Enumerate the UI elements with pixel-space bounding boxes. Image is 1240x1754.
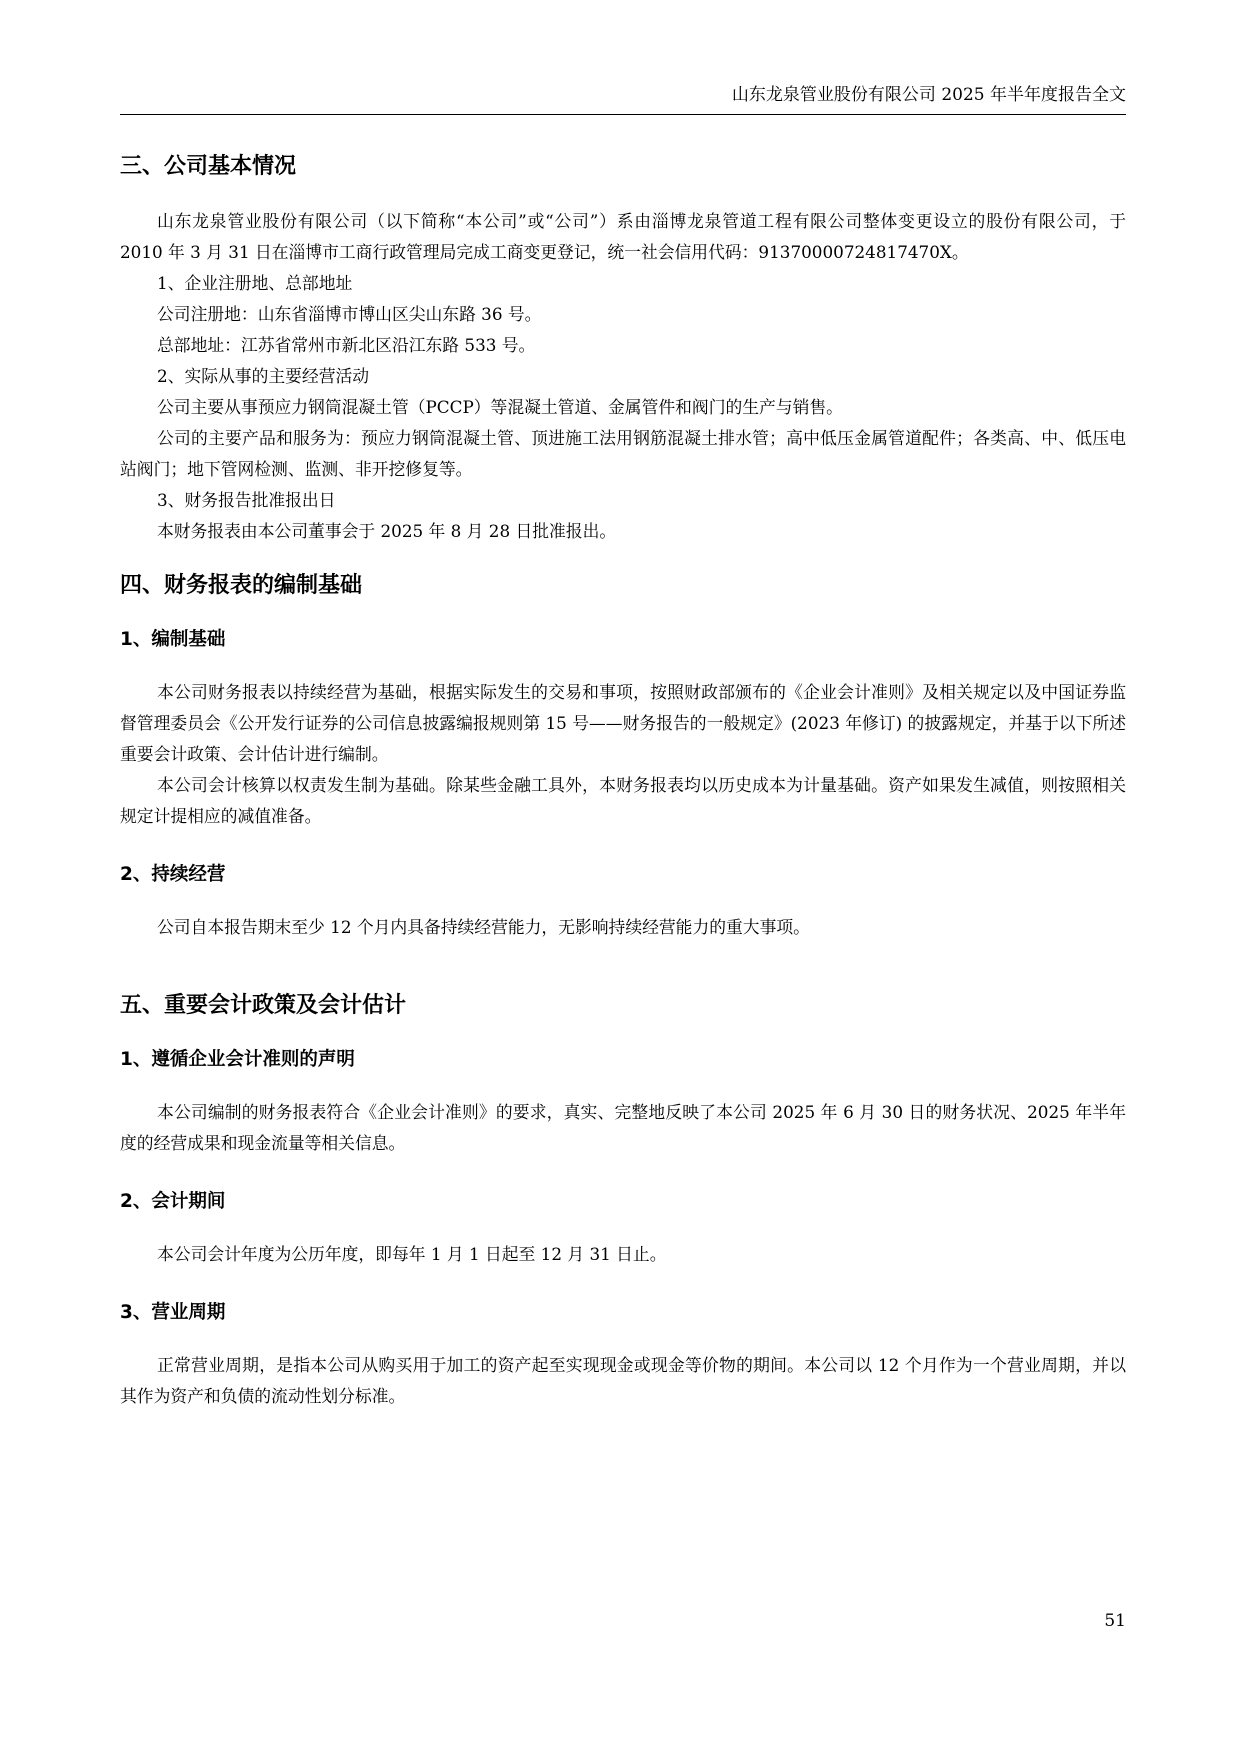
registered-address: 公司注册地：山东省淄博市博山区尖山东路 36 号。 — [157, 304, 542, 324]
page-number: 51 — [1104, 1611, 1126, 1631]
headquarters-address: 总部地址：江苏省常州市新北区沿江东路 533 号。 — [157, 335, 536, 355]
accounting-period-paragraph: 本公司会计年度为公历年度，即每年 1 月 1 日起至 12 月 31 日止。 — [157, 1244, 667, 1264]
item-business-title: 2、实际从事的主要经营活动 — [157, 366, 370, 386]
page-header: 山东龙泉管业股份有限公司 2025 年半年度报告全文 — [120, 84, 1126, 115]
products-services-paragraph: 公司的主要产品和服务为：预应力钢筒混凝土管、顶进施工法用钢筋混凝土排水管；高中低压金属管道配件；各类高、中、低压电站阀门；地下管网检测、监测、非开挖修复等。 — [120, 428, 1126, 479]
section-title-preparation-basis: 四、财务报表的编制基础 — [120, 573, 363, 598]
subsection-title-accounting-period: 2、会计期间 — [120, 1191, 226, 1212]
basis-paragraph-2: 本公司会计核算以权责发生制为基础。除某些金融工具外，本财务报表均以历史成本为计量基础。资产如果发生减值，则按照相关规定计提相应的减值准备。 — [120, 775, 1126, 826]
operating-cycle-paragraph: 正常营业周期，是指本公司从购买用于加工的资产起至实现现金或现金等价物的期间。本公司以 12 个月作为一个营业周期，并以其作为资产和负债的流动性划分标准。 — [120, 1355, 1126, 1406]
section-title-accounting-policies: 五、重要会计政策及会计估计 — [120, 993, 407, 1018]
going-concern-paragraph: 公司自本报告期末至少 12 个月内具备持续经营能力，无影响持续经营能力的重大事项。 — [157, 917, 810, 937]
compliance-paragraph: 本公司编制的财务报表符合《企业会计准则》的要求，真实、完整地反映了本公司 2025 年 6 月 30 日的财务状况、2025 年半年度的经营成果和现金流量等相关信息。 — [120, 1102, 1126, 1153]
item-registration-title: 1、企业注册地、总部地址 — [157, 273, 353, 293]
main-business-paragraph: 公司主要从事预应力钢筒混凝土管（PCCP）等混凝土管道、金属管件和阀门的生产与销售。 — [157, 397, 843, 417]
subsection-title-going-concern: 2、持续经营 — [120, 864, 226, 885]
company-intro-paragraph: 山东龙泉管业股份有限公司（以下简称“本公司”或“公司”）系由淄博龙泉管道工程有限公司整体变更设立的股份有限公司，于 2010 年 3 月 31 日在淄博市工商行政管理局完成工商变更登记，统一社会信用代码：91370000724817470X。 — [120, 211, 1126, 262]
page-content — [120, 152, 1126, 1412]
item-approval-title: 3、财务报告批准报出日 — [157, 490, 336, 510]
subsection-title-operating-cycle: 3、营业周期 — [120, 1302, 226, 1323]
approval-date-paragraph: 本财务报表由本公司董事会于 2025 年 8 月 28 日批准报出。 — [157, 521, 617, 541]
section-title-company-info: 三、公司基本情况 — [120, 154, 297, 179]
subsection-title-basis: 1、编制基础 — [120, 629, 226, 650]
subsection-title-compliance-statement: 1、遵循企业会计准则的声明 — [120, 1049, 355, 1070]
basis-paragraph-1: 本公司财务报表以持续经营为基础，根据实际发生的交易和事项，按照财政部颁布的《企业会计准则》及相关规定以及中国证券监督管理委员会《公开发行证券的公司信息披露编报规则第 15 号——财务报告的一般规定》(2023 年修订) 的披露规定，并基于以下所述重要会计政策、会计估计进行编制。 — [120, 682, 1126, 764]
